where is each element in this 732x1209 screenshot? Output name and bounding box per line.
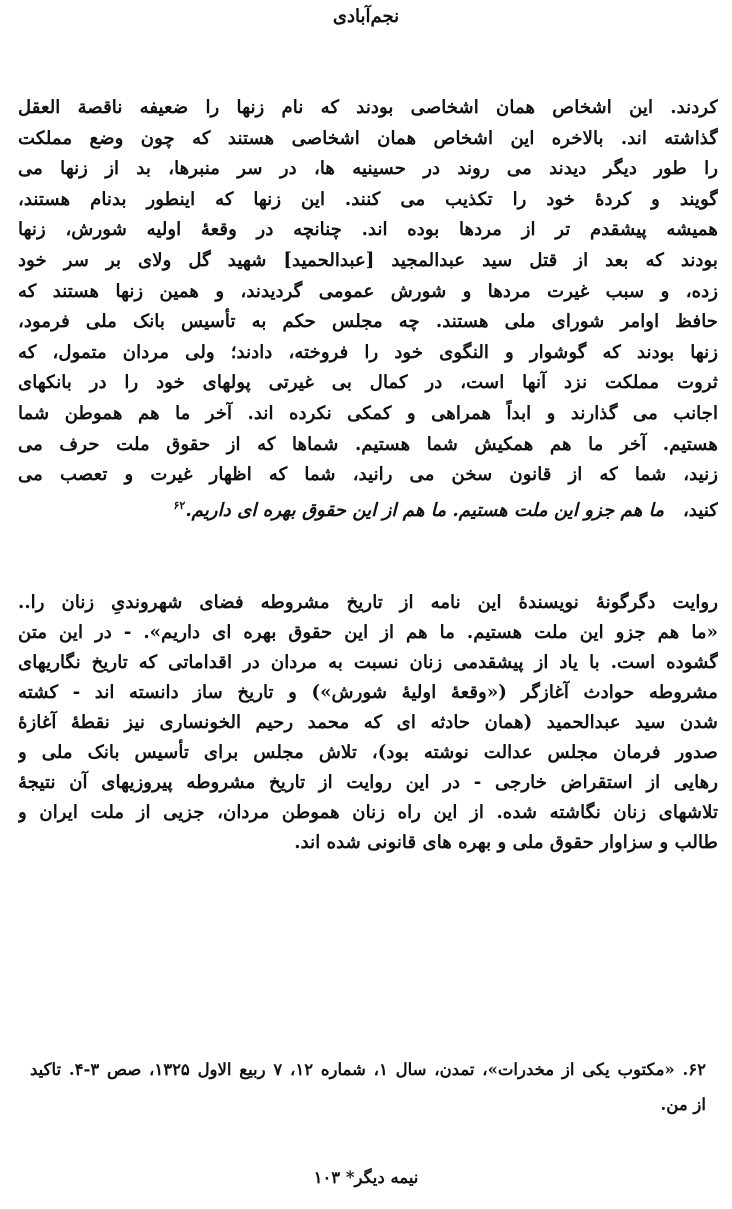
paragraph-line: «ما هم جزو این ملت هستیم. ما هم از این حقوق بهره ای داریم». - در این متن [18, 622, 718, 643]
paragraph-line: زده، و سبب غیرت مردها و شورش عمومی گردیدند، و همین زنها هستند که [18, 280, 718, 302]
footnote-line: ۶۲. «مکتوب یکی از مخدرات»، تمدن، سال ۱، شماره ۱۲، ۷ ربیع الاول ۱۳۲۵، صص ۳-۴. تاکید [30, 1060, 706, 1079]
page-footer: نیمه دیگر* ۱۰۳ [313, 1168, 419, 1187]
paragraph-line: هستیم. آخر ما هم همکیش شما هستیم. شماها که از حقوق ملت حرف می [18, 433, 718, 455]
paragraph-line: روایت دگرگونهٔ نویسندهٔ این نامه از تاریخ مشروطه فضای شهروندیِ زنان را.. [18, 592, 718, 613]
paragraph-line: گویند و کردهٔ خود را تکذیب می کنند. این زنها که اینطور بدنام هستند، [18, 188, 718, 210]
footnote [30, 1052, 706, 1122]
paragraph-line: شدن سید عبدالحمید (همان حادثه ای که محمد رحیم الخونساری نیز نقطهٔ آغازهٔ [18, 712, 718, 733]
paragraph-line: اجانب می گذارند و ابداً همراهی و کمکی نکرده اند. آخر ما هم هموطن شما [18, 402, 718, 424]
paragraph-line: مشروطه حوادث آغازگر («وقعهٔ اولیهٔ شورش») و تاریخ ساز دانسته اند - کشته [18, 682, 718, 703]
paragraph-line: کردند. این اشخاص همان اشخاصی بودند که نام زنها را ضعیفه ناقصة العقل [18, 97, 718, 118]
paragraph-line: تلاشهای زنان نگاشته شده. از این راه زنان هموطن مردان، جزیی از ملت ایران و [18, 802, 718, 823]
paragraph-line: صدور فرمان مجلس عدالت نوشته بود)، تلاش مجلس برای تأسیس بانک ملی و [18, 742, 718, 763]
footnote-reference: ۶۲ [173, 498, 186, 512]
paragraph-line: گشوده است. با یاد از پیشقدمی زنان نسبت به مردان در اقداماتی که تاریخ نگاریهای [18, 652, 718, 673]
body-paragraph-commentary [18, 588, 718, 858]
quote-italic: ما هم جزو این ملت هستیم. ما هم از این حقوق بهره ای داریم. [185, 499, 664, 521]
paragraph-line: ثروت مملکت نزد آنها است، در کمال بی غیرتی پولهای خود را در بانکهای [18, 372, 718, 394]
paragraph-line: حافظ اوامر شورای ملی هستند. چه مجلس حکم به تأسیس بانک ملی فرمود، [18, 311, 718, 333]
paragraph-line: را طور دیگر دیدند می روند در حسینیه ها، در سر منبرها، بد از زنها می [18, 158, 718, 180]
paragraph-line: زنها بودند که گوشوار و النگوی خود را فروخته، دادند؛ ولی مردان متمول، که [18, 341, 718, 363]
paragraph-line: رهایی از استقراض خارجی - در این روایت از تاریخ مشروطه پیروزیهای آن نتیجهٔ [18, 772, 718, 793]
paragraph-line: گذاشته اند. بالاخره این اشخاص همان اشخاصی هستند که چون وضع مملکت [18, 127, 718, 149]
paragraph-last-line [18, 491, 718, 522]
running-header: نجم‌آبادی [332, 6, 400, 27]
paragraph-line: زنید، شما که از قانون سخن می رانید، شما که اظهار غیرت و تعصب می [18, 464, 718, 486]
paragraph-line: همیشه پیشقدم تر از مردها بوده اند. چنانچه در وقعهٔ اولیه شورش، زنها [18, 219, 718, 241]
paragraph-line: بودند که بعد از قتل سید عبدالمجید [عبدالحمید] شهید گل ولای بر سر خود [18, 249, 718, 271]
body-paragraph-letter [18, 93, 718, 521]
footnote-line: از من. [660, 1095, 706, 1114]
paragraph-last-line: طالب و سزاوار حقوق ملی و بهره های قانونی شده اند. [294, 832, 718, 853]
last-line-plain: کنید، [682, 499, 718, 521]
